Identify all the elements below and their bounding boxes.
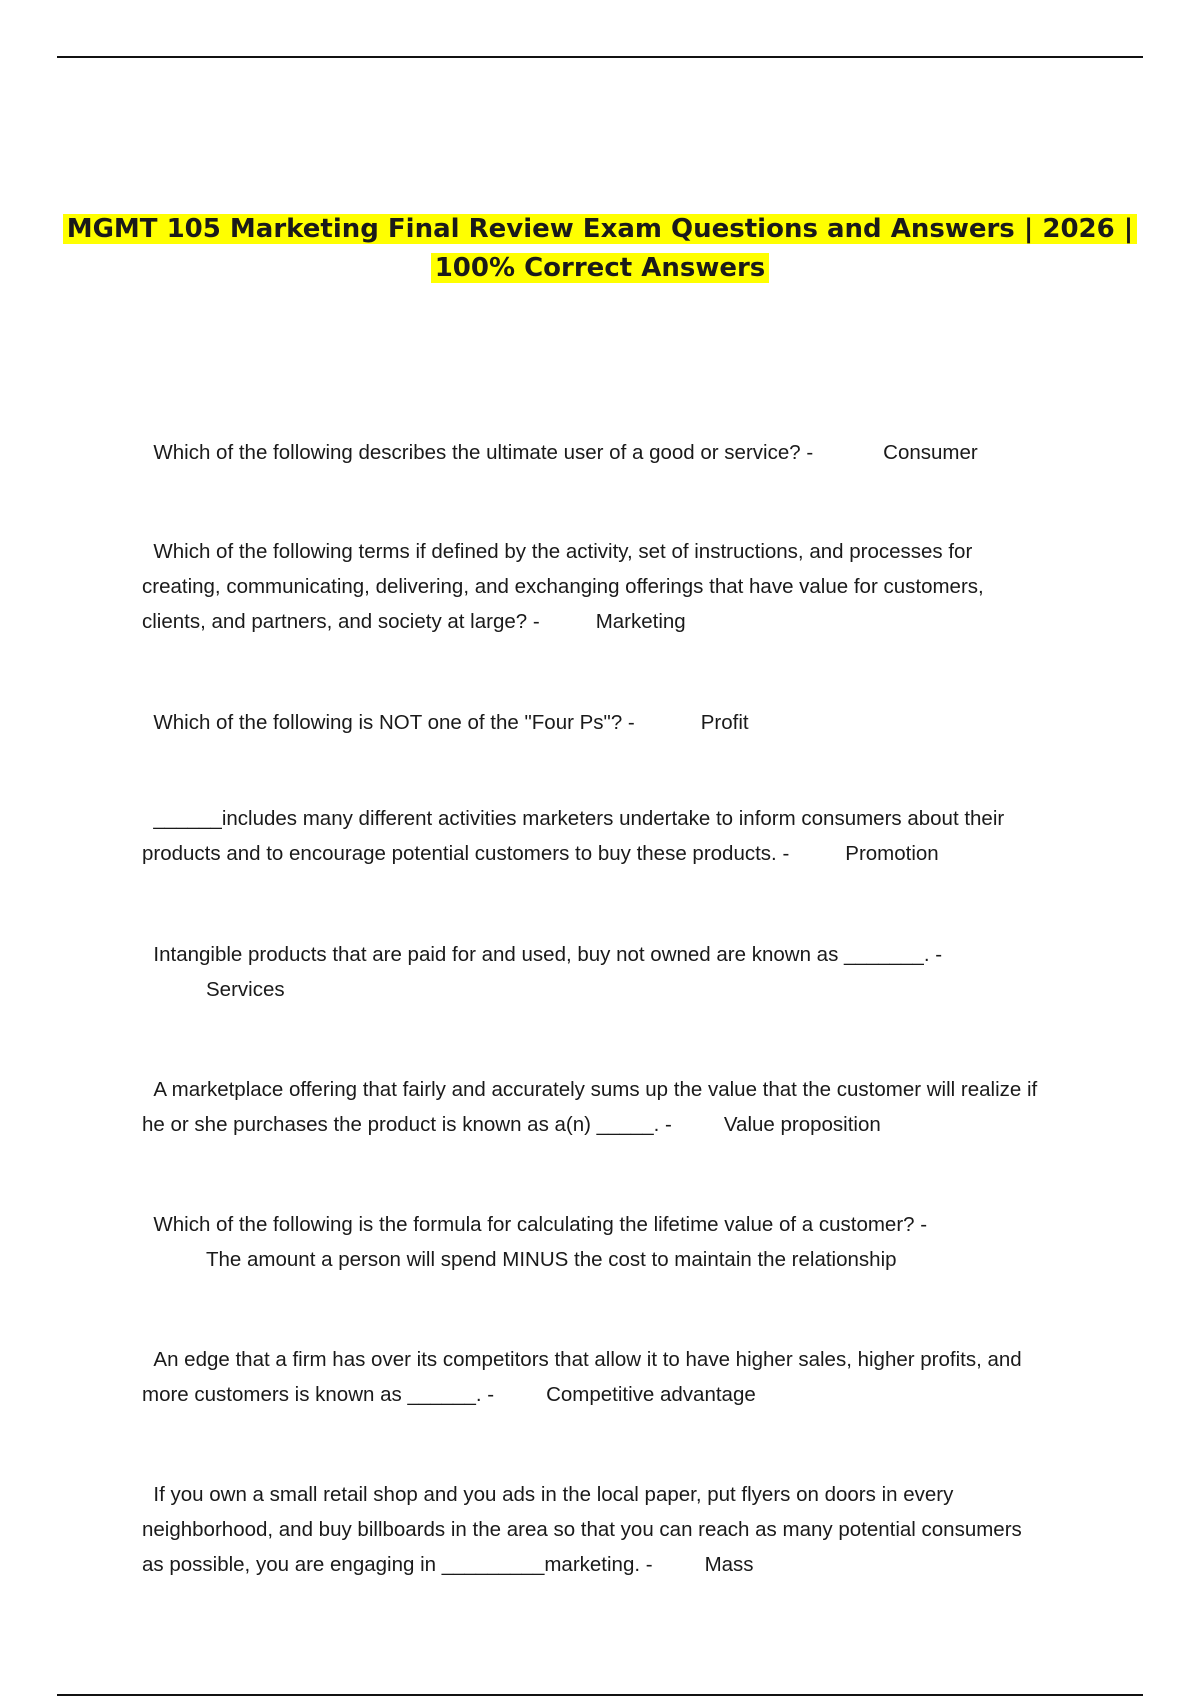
header-rule <box>57 56 1143 58</box>
question-text: Which of the following describes the ultimate user of a good or service? - <box>153 441 814 464</box>
answer-text: Promotion <box>845 842 939 865</box>
question-text: ______includes many different activities marketers undertake to inform consumers about their products and to encourage potential customers to buy these products. - <box>142 807 1010 865</box>
qa-item-8 <box>142 1307 1042 1412</box>
question-text: If you own a small retail shop and you ads in the local paper, put flyers on doors in every neighborhood, and buy billboards in the area so that you can reach as many potential consumers as possible, you are engaging in _________marketing. - <box>142 1483 1028 1576</box>
answer-text: Marketing <box>595 610 686 633</box>
qa-item-5 <box>142 902 1042 1042</box>
qa-item-9 <box>142 1442 1042 1582</box>
answer-text: Competitive advantage <box>546 1383 756 1406</box>
question-text: Intangible products that are paid for and used, buy not owned are known as _______. - <box>153 943 943 966</box>
document-title <box>60 210 1140 288</box>
footer-rule <box>57 1694 1143 1696</box>
question-text: Which of the following terms if defined by the activity, set of instructions, and processes for creating, communicating, delivering, and exchanging offerings that have value for customers, clients, and partners, and society at large? - <box>142 540 990 633</box>
qa-item-2 <box>142 499 1042 639</box>
question-text: A marketplace offering that fairly and accurately sums up the value that the customer will realize if he or she purchases the product is known as a(n) _____. - <box>142 1078 1043 1136</box>
qa-item-3 <box>142 670 1042 740</box>
answer-text: The amount a person will spend MINUS the cost to maintain the relationship <box>206 1248 897 1271</box>
question-text: Which of the following is NOT one of the "Four Ps"? - <box>153 711 635 734</box>
answer-text: Services <box>206 978 285 1001</box>
answer-text: Value proposition <box>723 1113 881 1136</box>
answer-text: Profit <box>700 711 749 734</box>
question-text: Which of the following is the formula for calculating the lifetime value of a customer? - <box>153 1213 928 1236</box>
qa-item-6 <box>142 1037 1042 1142</box>
document-title-text: MGMT 105 Marketing Final Review Exam Questions and Answers | 2026 | 100% Correct Answers <box>63 214 1138 283</box>
qa-item-7 <box>142 1172 1042 1312</box>
answer-text: Mass <box>704 1553 754 1576</box>
qa-item-1 <box>142 400 1042 470</box>
answer-text: Consumer <box>883 441 978 464</box>
question-text: An edge that a firm has over its competitors that allow it to have higher sales, higher profits, and more customers is known as ______. - <box>142 1348 1028 1406</box>
qa-item-4 <box>142 766 1042 871</box>
